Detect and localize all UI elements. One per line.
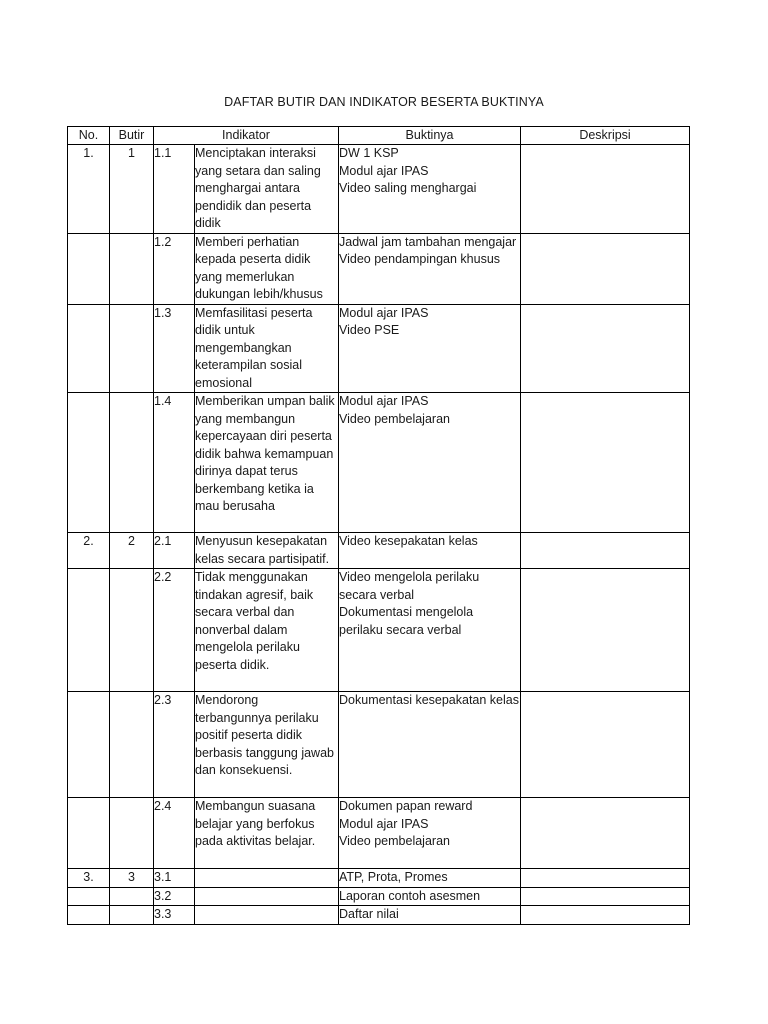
row-code: 2.4 [154, 798, 195, 869]
row-code: 3.1 [154, 869, 195, 888]
row-indikator: Membangun suasana belajar yang berfokus pada aktivitas belajar. [195, 798, 339, 869]
row-buktinya [339, 145, 521, 234]
row-indikator: Memberikan umpan balik yang membangun kepercayaan diri peserta didik bahwa kemampuan dirinya dapat terus berkembang ketika ia mau berusaha [195, 393, 339, 533]
row-buktinya [339, 869, 521, 888]
bukti-item: Video pembelajaran [339, 411, 450, 426]
row-butir: 2 [110, 533, 154, 569]
bukti-item: Daftar nilai [339, 907, 399, 921]
bukti-item: Video pendampingan khusus [339, 252, 501, 266]
row-no: 1. [68, 145, 110, 234]
row-code: 1.2 [154, 233, 195, 304]
row-butir [110, 887, 154, 906]
row-indikator: Tidak menggunakan tindakan agresif, baik secara verbal dan nonverbal dalam mengelola perilaku peserta didik. [195, 569, 339, 692]
row-deskripsi [521, 393, 690, 533]
bukti-item: Dokumentasi mengelola perilaku secara verbal [339, 605, 474, 637]
table-row [68, 887, 690, 906]
bukti-item: Video saling menghargai [339, 181, 477, 195]
row-no [68, 233, 110, 304]
row-deskripsi [521, 906, 690, 925]
table-row [68, 869, 690, 888]
row-indikator: Memfasilitasi peserta didik untuk mengembangkan keterampilan sosial emosional [195, 304, 339, 393]
table-row [68, 533, 690, 569]
bukti-item: Video pembelajaran [339, 834, 450, 848]
bukti-item: Dokumen papan reward [339, 799, 473, 813]
header-buktinya: Buktinya [339, 127, 521, 145]
row-butir [110, 393, 154, 533]
row-buktinya [339, 393, 521, 533]
document-title: DAFTAR BUTIR DAN INDIKATOR BESERTA BUKTINYA [224, 95, 544, 109]
row-code: 3.2 [154, 887, 195, 906]
table-row [68, 233, 690, 304]
row-code: 3.3 [154, 906, 195, 925]
table-row [68, 145, 690, 234]
row-deskripsi [521, 569, 690, 692]
row-no [68, 887, 110, 906]
indicator-table [67, 126, 690, 925]
bukti-item: DW 1 KSP [339, 146, 399, 160]
table-row [68, 569, 690, 692]
bukti-item: Modul ajar IPAS [339, 163, 429, 178]
row-butir [110, 233, 154, 304]
header-butir: Butir [110, 127, 154, 145]
row-no: 2. [68, 533, 110, 569]
row-deskripsi [521, 233, 690, 304]
row-butir [110, 692, 154, 798]
row-deskripsi [521, 692, 690, 798]
row-no [68, 393, 110, 533]
row-buktinya [339, 304, 521, 393]
header-indikator: Indikator [154, 127, 339, 145]
row-buktinya [339, 233, 521, 304]
row-butir [110, 569, 154, 692]
row-indikator [195, 887, 339, 906]
bukti-item: Modul ajar IPAS [339, 816, 429, 831]
bukti-item: Video kesepakatan kelas [339, 534, 478, 548]
bukti-item: Video PSE [339, 323, 400, 337]
row-code: 2.2 [154, 569, 195, 692]
row-indikator: Mendorong terbangunnya perilaku positif peserta didik berbasis tanggung jawab dan konsekuensi. [195, 692, 339, 798]
row-indikator [195, 869, 339, 888]
bukti-item: Modul ajar IPAS [339, 305, 429, 320]
table-row [68, 304, 690, 393]
row-buktinya [339, 569, 521, 692]
row-code: 1.1 [154, 145, 195, 234]
row-indikator [195, 906, 339, 925]
row-no [68, 304, 110, 393]
row-code: 2.1 [154, 533, 195, 569]
row-code: 1.4 [154, 393, 195, 533]
row-deskripsi [521, 887, 690, 906]
bukti-item: Dokumentasi kesepakatan kelas [339, 693, 519, 707]
row-butir [110, 906, 154, 925]
row-buktinya [339, 887, 521, 906]
row-no: 3. [68, 869, 110, 888]
row-no [68, 692, 110, 798]
bukti-item: Jadwal jam tambahan mengajar [339, 234, 517, 249]
row-butir [110, 304, 154, 393]
row-butir: 1 [110, 145, 154, 234]
table-header-row [68, 127, 690, 145]
row-deskripsi [521, 533, 690, 569]
bukti-item: Laporan contoh asesmen [339, 888, 481, 903]
row-buktinya [339, 798, 521, 869]
row-indikator: Memberi perhatian kepada peserta didik yang memerlukan dukungan lebih/khusus [195, 233, 339, 304]
row-butir [110, 798, 154, 869]
bukti-item: Video mengelola perilaku secara verbal [339, 570, 480, 602]
row-buktinya [339, 533, 521, 569]
table-row [68, 798, 690, 869]
bukti-item: Modul ajar IPAS [339, 394, 429, 408]
row-deskripsi [521, 304, 690, 393]
row-deskripsi [521, 869, 690, 888]
row-buktinya [339, 906, 521, 925]
row-deskripsi [521, 145, 690, 234]
row-code: 2.3 [154, 692, 195, 798]
table-row [68, 692, 690, 798]
row-no [68, 569, 110, 692]
row-deskripsi [521, 798, 690, 869]
row-no [68, 798, 110, 869]
table-row [68, 393, 690, 533]
row-buktinya [339, 692, 521, 798]
row-code: 1.3 [154, 304, 195, 393]
header-deskripsi: Deskripsi [521, 127, 690, 145]
bukti-item: ATP, Prota, Promes [339, 870, 448, 884]
table-row [68, 906, 690, 925]
header-no: No. [68, 127, 110, 145]
row-indikator: Menciptakan interaksi yang setara dan saling menghargai antara pendidik dan peserta didik [195, 145, 339, 234]
row-indikator: Menyusun kesepakatan kelas secara partisipatif. [195, 533, 339, 569]
row-butir: 3 [110, 869, 154, 888]
row-no [68, 906, 110, 925]
